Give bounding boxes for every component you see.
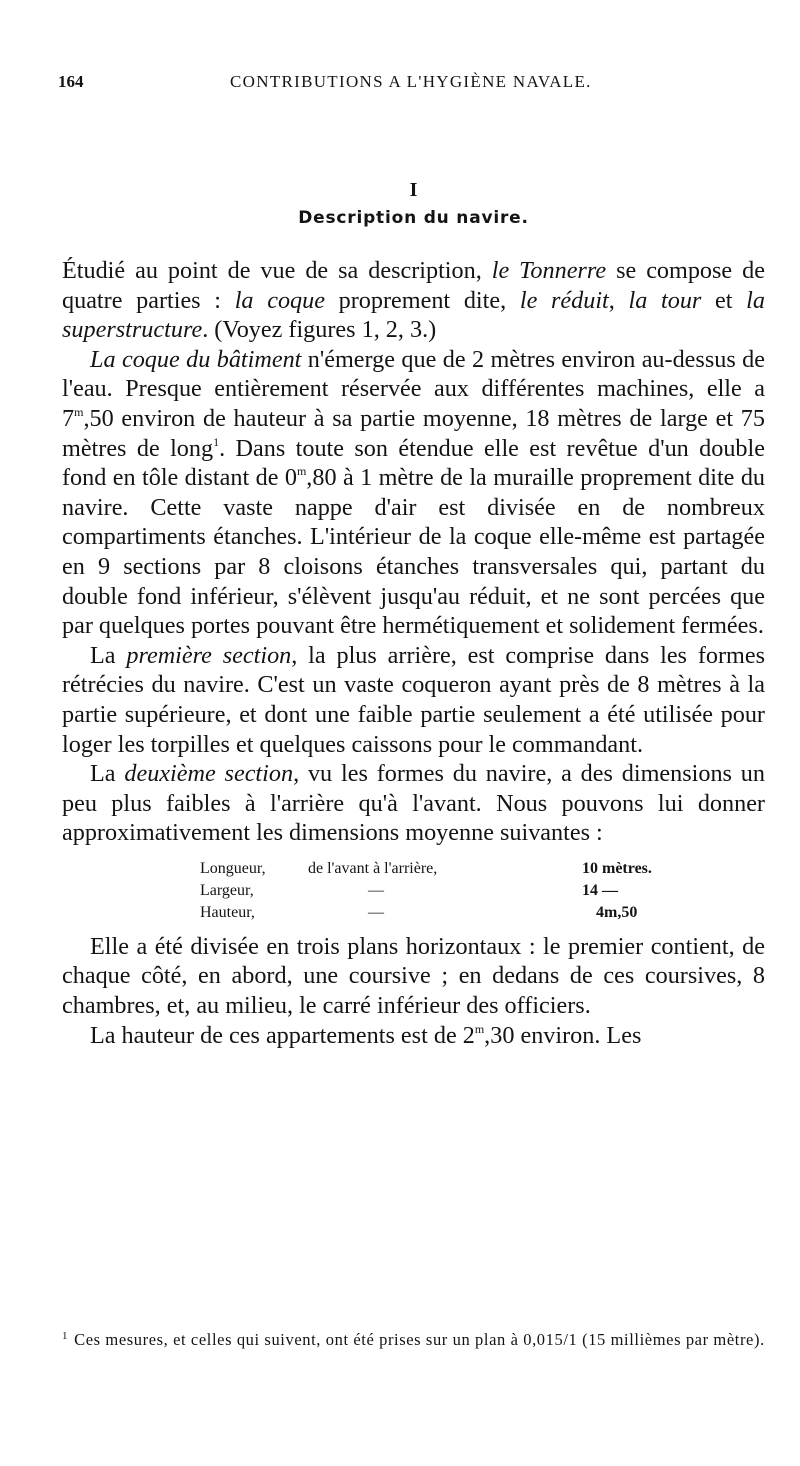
page-content [58,72,766,1050]
page-number: 164 [58,72,84,91]
footnote-mark: 1 [62,1330,69,1342]
dimension-row-width: Largeur, — 14 — [200,881,618,899]
dimension-row-length: Longueur, de l'avant à l'arrière, 10 mètres. [200,859,652,877]
page-header [58,72,765,102]
paragraph-hull: La coque du bâtiment n'émerge que de 2 mètres environ au-dessus de l'eau. Presque entièrement réservée aux différentes machines, elle a 7$^m$,50 environ de hauteur à sa partie moyenne, 18 mètres de large et 75 mètres de long$^1$. Dans toute son étendue elle est revêtue d'un double fond en tôle distant de 0$^m$,80 à 1 mètre de la muraille proprement dite du navire. Cette vaste nappe d'air est divisée en de nombreux compartiments étanches. L'intérieur de la coque elle-même est partagée en 9 sections par 8 cloisons étanches transversales qui, partant du double fond inférieur, s'élèvent jusqu'au réduit, et ne sont percées que par quelques portes pouvant être hermétiquement et solidement fermées. [62,345,766,640]
paragraph-intro: Étudié au point de vue de sa description, le Tonnerre se compose de quatre parties : la coque proprement dite, le réduit, la tour et la superstructure. (Voyez figures 1, 2, 3.) [62,257,765,344]
paragraph-second-section: La deuxième section, vu les formes du navire, a des dimensions un peu plus faibles à l'arrière qu'à l'avant. Nous pouvons lui donner approximativement les dimensions moyenne suivantes : [62,760,765,847]
footnote-reference: 1 [213,434,220,449]
paragraph-height: La hauteur de ces appartements est de 2$^m$,30 environ. Les [90,1021,642,1049]
section-numeral: I [409,179,418,201]
footnote-text: Ces mesures, et celles qui suivent, ont été prises sur un plan à 0,015/1 (15 millièmes par mètre). [74,1330,765,1349]
running-head: CONTRIBUTIONS A L'HYGIÈNE NAVALE. [230,72,592,91]
body-text [62,256,765,1050]
paragraph-first-section: La première section, la plus arrière, est comprise dans les formes rétrécies du navire. C'est un vaste coqueron ayant près de 8 mètres à la partie supérieure, et dont une faible partie seulement a été utilisée pour loger les torpilles et quelques caissons pour le commandant. [62,641,765,758]
dimensions-table [200,858,696,924]
footnote [62,1323,765,1353]
dimension-row-height: Hauteur, — 4m,50 [200,903,638,921]
paragraph-divisions: Elle a été divisée en trois plans horizontaux : le premier contient, de chaque côté, en abord, une coursive ; en dedans de ces coursives, 8 chambres, et, au milieu, le carré inférieur des officiers. [62,932,765,1020]
section-title: Description du navire. [298,208,529,228]
